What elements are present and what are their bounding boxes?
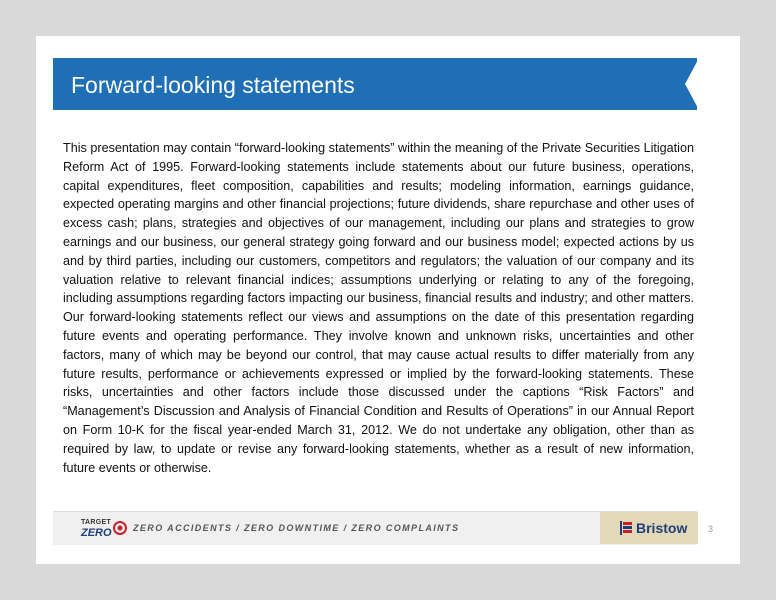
disclaimer-text: This presentation may contain “forward-looking statements” within the meaning of the Private Securities Litigation Reform Act of 1995. Forward-looking statements include statements about our future business, operations, capital expenditures, fleet composition, capabilities and results; modeling information, earnings guidance, expected operating margins and other financial projections; future dividends, share repurchase and other uses of excess cash; plans, strategies and objectives of our management, including our plans and strategies to grow earnings and our business, our general strategy going forward and our business model; expected actions by us and by third parties, including our customers, competitors and regulators; the valuation of our company and its valuation relative to relevant financial indices; assumptions underlying or relating to any of the foregoing, including assumptions regarding factors impacting our business, financial results and industry; and other matters. Our forward-looking statements reflect our views and assumptions on the date of this presentation regarding future events and operating performance. They involve known and unknown risks, uncertainties and other factors, many of which may be beyond our control, that may cause actual results to differ materially from any future results, performance or achievements expressed or implied by the forward-looking statements. These risks, uncertainties and other factors include those discussed under the captions “Risk Factors” and “Management’s Discussion and Analysis of Financial Condition and Results of Operations” in our Annual Report on Form 10-K for the fiscal year-ended March 31, 2012. We do not undertake any obligation, other than as required by law, to update or revise any forward-looking statements, whether as a result of new information, future events or otherwise. [63,141,694,475]
target-icon [113,521,127,535]
target-zero-logo-bottom: ZERO [81,527,112,539]
bristow-brand-name: Bristow [636,520,688,536]
footer-tagline: ZERO ACCIDENTS / ZERO DOWNTIME / ZERO COMPLAINTS [133,523,460,533]
bristow-flag-icon [618,520,634,536]
title-bar [53,58,697,110]
title-bar-notch [685,58,699,110]
target-zero-logo [81,519,125,539]
slide [36,36,740,564]
target-zero-logo-top: TARGET [81,519,112,526]
slide-title: Forward-looking statements [71,72,355,98]
bristow-logo [600,512,698,544]
page-number: 3 [708,524,714,534]
